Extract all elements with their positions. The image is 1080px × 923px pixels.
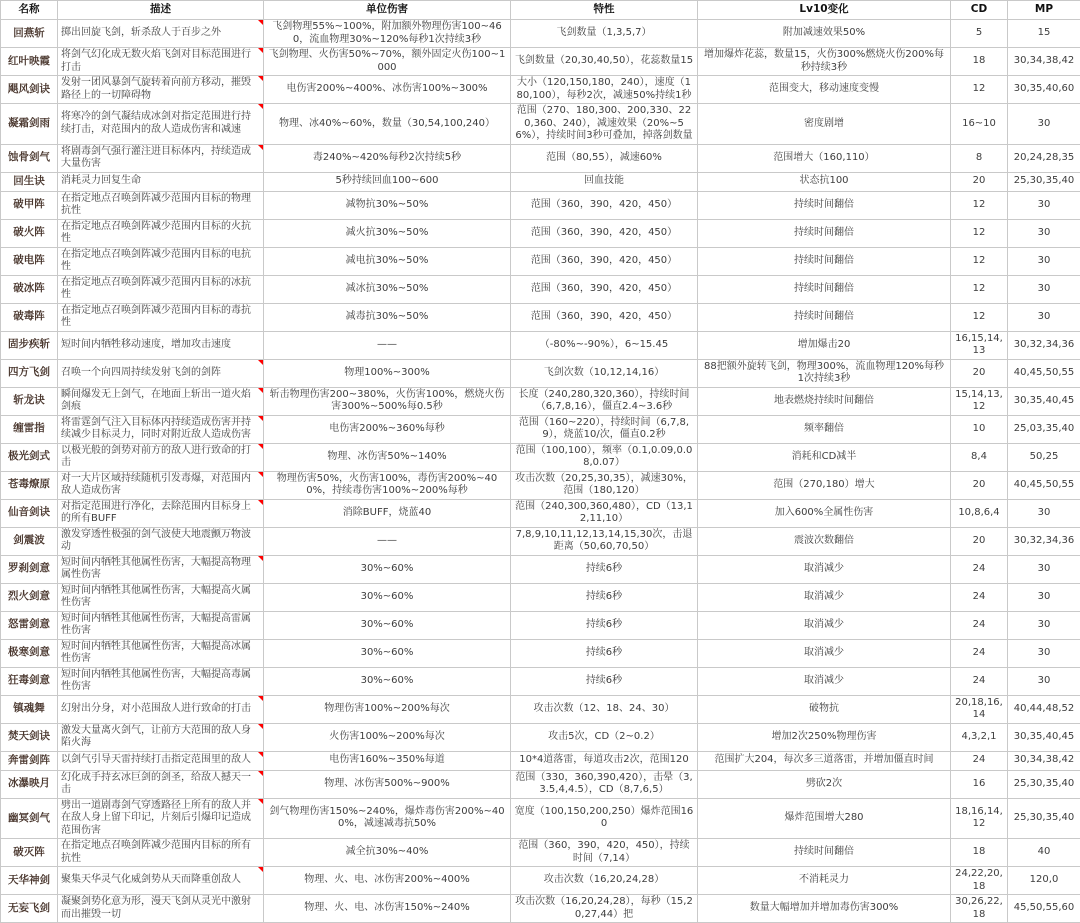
cell-skill-name[interactable]: 焚天剑诀: [1, 723, 58, 751]
comment-marker-icon[interactable]: [258, 472, 263, 477]
cell-skill-name[interactable]: 罗刹剑意: [1, 555, 58, 583]
cell-cd[interactable]: 12: [951, 275, 1008, 303]
cell-trait[interactable]: 10*4道落雷，每道攻击2次，范围120: [511, 751, 698, 770]
cell-lv10-change[interactable]: 取消减少: [698, 611, 951, 639]
cell-description[interactable]: 掷出回旋飞剑，斩杀敌人于百步之外: [58, 20, 264, 48]
cell-skill-name[interactable]: 破电阵: [1, 247, 58, 275]
cell-skill-name[interactable]: 红叶映霞: [1, 48, 58, 76]
cell-lv10-change[interactable]: 增加爆炸花蕊，数量15，火伤300%燃烧火伤200%每秒持续3秒: [698, 48, 951, 76]
header-unit-damage[interactable]: 单位伤害: [264, 1, 511, 20]
cell-mp[interactable]: 30: [1008, 555, 1080, 583]
cell-mp[interactable]: 30: [1008, 104, 1080, 145]
cell-trait[interactable]: 持续6秒: [511, 667, 698, 695]
cell-cd[interactable]: 24: [951, 751, 1008, 770]
cell-unit-damage[interactable]: 减冰抗30%~50%: [264, 275, 511, 303]
cell-mp[interactable]: 30,32,34,36: [1008, 527, 1080, 555]
cell-cd[interactable]: 18: [951, 48, 1008, 76]
table-row: [1, 471, 1080, 499]
cell-trait[interactable]: 攻击次数（20,25,30,35），减速30%，范围（180,120）: [511, 471, 698, 499]
comment-marker-icon[interactable]: [258, 771, 263, 776]
cell-trait[interactable]: 持续6秒: [511, 555, 698, 583]
cell-cd[interactable]: 24,22,20,18: [951, 867, 1008, 895]
cell-skill-name[interactable]: 怒雷剑意: [1, 611, 58, 639]
cell-unit-damage[interactable]: 减电抗30%~50%: [264, 247, 511, 275]
cell-unit-damage[interactable]: 飞剑物理、火伤害50%~70%，额外固定火伤100~1000: [264, 48, 511, 76]
cell-lv10-change[interactable]: 增加爆击20: [698, 331, 951, 359]
cell-skill-name[interactable]: 烈火剑意: [1, 583, 58, 611]
cell-trait[interactable]: 范围（360，390，420，450）: [511, 219, 698, 247]
cell-unit-damage[interactable]: 物理、冰伤害500%~900%: [264, 770, 511, 798]
cell-skill-name[interactable]: 飓风剑诀: [1, 76, 58, 104]
cell-description[interactable]: 以剑气引导天雷持续打击指定范围里的敌人: [58, 751, 264, 770]
cell-lv10-change[interactable]: 数量大幅增加并增加毒伤害300%: [698, 895, 951, 923]
cell-mp[interactable]: 30: [1008, 639, 1080, 667]
cell-unit-damage[interactable]: 物理伤害100%~200%每次: [264, 695, 511, 723]
cell-skill-name[interactable]: 缠雷指: [1, 415, 58, 443]
table-row: [1, 611, 1080, 639]
cell-description[interactable]: 激发穿透性极强的剑气波使大地震颤万物波动: [58, 527, 264, 555]
cell-cd[interactable]: 12: [951, 76, 1008, 104]
table-row: [1, 583, 1080, 611]
header-lv10-change[interactable]: Lv10变化: [698, 1, 951, 20]
table-row: [1, 104, 1080, 145]
cell-description[interactable]: 短时间内牺牲其他属性伤害，大幅提高冰属性伤害: [58, 639, 264, 667]
cell-cd[interactable]: 16~10: [951, 104, 1008, 145]
cell-cd[interactable]: 24: [951, 639, 1008, 667]
cell-skill-name[interactable]: 奔雷剑阵: [1, 751, 58, 770]
cell-cd[interactable]: 12: [951, 247, 1008, 275]
cell-description[interactable]: 劈出一道剧毒剑气穿透路径上所有的敌人并在敌人身上留下印记，片刻后引爆印记造成范围伤害: [58, 798, 264, 839]
cell-skill-name[interactable]: 剑震波: [1, 527, 58, 555]
cell-description[interactable]: 在指定地点召唤剑阵减少范围内目标的所有抗性: [58, 839, 264, 867]
cell-skill-name[interactable]: 四方飞剑: [1, 359, 58, 387]
cell-unit-damage[interactable]: 30%~60%: [264, 555, 511, 583]
table-row: [1, 359, 1080, 387]
cell-cd[interactable]: 15,14,13,12: [951, 387, 1008, 415]
comment-marker-icon[interactable]: [258, 696, 263, 701]
cell-description[interactable]: 将寒冷的剑气凝结成冰剑对指定范围进行持续打击，对范围内的敌人造成伤害和减速: [58, 104, 264, 145]
cell-skill-name[interactable]: 冰瀑映月: [1, 770, 58, 798]
cell-skill-name[interactable]: 斩龙诀: [1, 387, 58, 415]
cell-description[interactable]: 对指定范围进行净化，去除范围内目标身上的所有BUFF: [58, 499, 264, 527]
cell-mp[interactable]: 30,35,40,45: [1008, 723, 1080, 751]
cell-lv10-change[interactable]: 范围增大（160,110）: [698, 144, 951, 172]
table-row: [1, 499, 1080, 527]
table-row: [1, 48, 1080, 76]
cell-mp[interactable]: 40,45,50,55: [1008, 471, 1080, 499]
cell-unit-damage[interactable]: 30%~60%: [264, 667, 511, 695]
cell-lv10-change[interactable]: 密度剧增: [698, 104, 951, 145]
cell-lv10-change[interactable]: 地表燃烧持续时间翻倍: [698, 387, 951, 415]
cell-lv10-change[interactable]: 持续时间翻倍: [698, 839, 951, 867]
cell-mp[interactable]: 25,30,35,40: [1008, 172, 1080, 191]
cell-lv10-change[interactable]: 取消减少: [698, 555, 951, 583]
table-row: [1, 247, 1080, 275]
cell-trait[interactable]: 攻击次数（16,20,24,28），每秒（15,20,27,44）把: [511, 895, 698, 923]
table-row: [1, 415, 1080, 443]
cell-unit-damage[interactable]: 物理伤害50%，火伤害100%，毒伤害200%~400%，持续毒伤害100%~200%每秒: [264, 471, 511, 499]
cell-lv10-change[interactable]: 加入600%全属性伤害: [698, 499, 951, 527]
cell-lv10-change[interactable]: 震波次数翻倍: [698, 527, 951, 555]
cell-lv10-change[interactable]: 88把额外旋转飞剑，物理300%，流血物理120%每秒1次持续3秒: [698, 359, 951, 387]
cell-unit-damage[interactable]: 物理、火、电、冰伤害200%~400%: [264, 867, 511, 895]
cell-mp[interactable]: 40,45,50,55: [1008, 359, 1080, 387]
cell-mp[interactable]: 15: [1008, 20, 1080, 48]
cell-trait[interactable]: 宽度（100,150,200,250）爆炸范围160: [511, 798, 698, 839]
table-row: [1, 76, 1080, 104]
header-row: [1, 1, 1080, 20]
cell-mp[interactable]: 25,30,35,40: [1008, 798, 1080, 839]
cell-cd[interactable]: 20: [951, 359, 1008, 387]
cell-cd[interactable]: 16: [951, 770, 1008, 798]
cell-description[interactable]: 短时间内牺牲其他属性伤害，大幅提高雷属性伤害: [58, 611, 264, 639]
cell-cd[interactable]: 20,18,16,14: [951, 695, 1008, 723]
cell-unit-damage[interactable]: 毒240%~420%每秒2次持续5秒: [264, 144, 511, 172]
cell-lv10-change[interactable]: 持续时间翻倍: [698, 219, 951, 247]
cell-description[interactable]: 召唤一个向四周持续发射飞剑的剑阵: [58, 359, 264, 387]
cell-lv10-change[interactable]: 持续时间翻倍: [698, 247, 951, 275]
cell-unit-damage[interactable]: 5秒持续回血100~600: [264, 172, 511, 191]
cell-trait[interactable]: 7,8,9,10,11,12,13,14,15,30次，击退距离（50,60,70,50）: [511, 527, 698, 555]
cell-skill-name[interactable]: 镇魂舞: [1, 695, 58, 723]
table-row: [1, 867, 1080, 895]
cell-trait[interactable]: 范围（360，390，420，450）: [511, 275, 698, 303]
cell-skill-name[interactable]: 固步疾斩: [1, 331, 58, 359]
cell-mp[interactable]: 20,24,28,35: [1008, 144, 1080, 172]
cell-lv10-change[interactable]: 不消耗灵力: [698, 867, 951, 895]
cell-lv10-change[interactable]: 爆炸范围增大280: [698, 798, 951, 839]
cell-skill-name[interactable]: 仙音剑诀: [1, 499, 58, 527]
cell-skill-name[interactable]: 回燕斩: [1, 20, 58, 48]
comment-marker-icon[interactable]: [258, 556, 263, 561]
table-row: [1, 219, 1080, 247]
cell-trait[interactable]: 长度（240,280,320,360），持续时间（6,7,8,16），僵直2.4~3.6秒: [511, 387, 698, 415]
cell-trait[interactable]: 持续6秒: [511, 639, 698, 667]
cell-lv10-change[interactable]: 破物抗: [698, 695, 951, 723]
table-row: [1, 172, 1080, 191]
comment-marker-icon[interactable]: [258, 48, 263, 53]
table-row: [1, 144, 1080, 172]
cell-lv10-change[interactable]: 持续时间翻倍: [698, 191, 951, 219]
comment-marker-icon[interactable]: [258, 388, 263, 393]
cell-description[interactable]: 消耗灵力回复生命: [58, 172, 264, 191]
cell-trait[interactable]: 持续6秒: [511, 583, 698, 611]
cell-mp[interactable]: 30,35,40,60: [1008, 76, 1080, 104]
comment-marker-icon[interactable]: [258, 724, 263, 729]
cell-description[interactable]: 短时间内牺牲其他属性伤害，大幅提高物理属性伤害: [58, 555, 264, 583]
cell-cd[interactable]: 24: [951, 583, 1008, 611]
cell-lv10-change[interactable]: 频率翻倍: [698, 415, 951, 443]
cell-unit-damage[interactable]: 30%~60%: [264, 639, 511, 667]
cell-cd[interactable]: 16,15,14,13: [951, 331, 1008, 359]
cell-lv10-change[interactable]: 取消减少: [698, 639, 951, 667]
table-row: [1, 387, 1080, 415]
cell-unit-damage[interactable]: 30%~60%: [264, 583, 511, 611]
cell-cd[interactable]: 12: [951, 303, 1008, 331]
cell-skill-name[interactable]: 凝霜剑雨: [1, 104, 58, 145]
cell-mp[interactable]: 30: [1008, 583, 1080, 611]
cell-skill-name[interactable]: 破毒阵: [1, 303, 58, 331]
cell-unit-damage[interactable]: 减全抗30%~40%: [264, 839, 511, 867]
cell-trait[interactable]: 范围（270、180,300、200,330、220,360、240），减速效果（20%~56%），持续时间3秒可叠加，掉落剑数量: [511, 104, 698, 145]
comment-marker-icon[interactable]: [258, 416, 263, 421]
cell-mp[interactable]: 30: [1008, 303, 1080, 331]
cell-description[interactable]: 在指定地点召唤剑阵减少范围内目标的火抗性: [58, 219, 264, 247]
cell-description[interactable]: 在指定地点召唤剑阵减少范围内目标的毒抗性: [58, 303, 264, 331]
cell-trait[interactable]: 范围（360，390，420，450）: [511, 191, 698, 219]
cell-description[interactable]: 将雷霆剑气注入目标体内持续造成伤害并持续减少目标灵力，同时对附近敌人造成伤害: [58, 415, 264, 443]
header-name[interactable]: 名称: [1, 1, 58, 20]
cell-cd[interactable]: 20: [951, 471, 1008, 499]
table-row: [1, 895, 1080, 923]
table-row: [1, 798, 1080, 839]
cell-lv10-change[interactable]: 附加减速效果50%: [698, 20, 951, 48]
cell-lv10-change[interactable]: 取消减少: [698, 667, 951, 695]
cell-description[interactable]: 发射一团风暴剑气旋转着向前方移动，摧毁路径上的一切障碍物: [58, 76, 264, 104]
comment-marker-icon[interactable]: [258, 444, 263, 449]
cell-mp[interactable]: 30,34,38,42: [1008, 48, 1080, 76]
cell-trait[interactable]: 持续6秒: [511, 611, 698, 639]
cell-description[interactable]: 在指定地点召唤剑阵减少范围内目标的冰抗性: [58, 275, 264, 303]
cell-trait[interactable]: 范围（100,100），频率（0.1,0.09,0.08,0.07）: [511, 443, 698, 471]
header-trait[interactable]: 特性: [511, 1, 698, 20]
cell-cd[interactable]: 24: [951, 611, 1008, 639]
cell-skill-name[interactable]: 苍毒燎原: [1, 471, 58, 499]
table-row: [1, 303, 1080, 331]
cell-unit-damage[interactable]: 电伤害200%~360%每秒: [264, 415, 511, 443]
comment-marker-icon[interactable]: [258, 799, 263, 804]
table-row: [1, 639, 1080, 667]
cell-skill-name[interactable]: 狂毒剑意: [1, 667, 58, 695]
cell-skill-name[interactable]: 极光剑式: [1, 443, 58, 471]
table-body: [1, 20, 1080, 923]
cell-mp[interactable]: 50,25: [1008, 443, 1080, 471]
cell-unit-damage[interactable]: 减物抗30%~50%: [264, 191, 511, 219]
cell-mp[interactable]: 25,03,35,40: [1008, 415, 1080, 443]
cell-trait[interactable]: 范围（360，390，420，450）: [511, 247, 698, 275]
cell-cd[interactable]: 5: [951, 20, 1008, 48]
cell-lv10-change[interactable]: 范围变大，移动速度变慢: [698, 76, 951, 104]
cell-lv10-change[interactable]: 范围（270,180）增大: [698, 471, 951, 499]
table-row: [1, 695, 1080, 723]
cell-cd[interactable]: 20: [951, 172, 1008, 191]
cell-trait[interactable]: （-80%~-90%），6~15.45: [511, 331, 698, 359]
table-row: [1, 770, 1080, 798]
cell-trait[interactable]: 范围（330，360,390,420），击晕（3,3.5,4,4.5），CD（8,7,6,5）: [511, 770, 698, 798]
cell-description[interactable]: 在指定地点召唤剑阵减少范围内目标的物理抗性: [58, 191, 264, 219]
cell-description[interactable]: 短时间内牺牲移动速度，增加攻击速度: [58, 331, 264, 359]
cell-description[interactable]: 短时间内牺牲其他属性伤害，大幅提高火属性伤害: [58, 583, 264, 611]
cell-description[interactable]: 短时间内牺牲其他属性伤害，大幅提高毒属性伤害: [58, 667, 264, 695]
cell-cd[interactable]: 30,26,22,18: [951, 895, 1008, 923]
cell-description[interactable]: 激发大量离火剑气，让前方大范围的敌人身陷火海: [58, 723, 264, 751]
cell-trait[interactable]: 攻击5次，CD（2~0.2）: [511, 723, 698, 751]
header-description[interactable]: 描述: [58, 1, 264, 20]
cell-mp[interactable]: 30: [1008, 219, 1080, 247]
cell-unit-damage[interactable]: ——: [264, 331, 511, 359]
cell-description[interactable]: 将剑气幻化成无数火焰飞剑对目标范围进行打击: [58, 48, 264, 76]
cell-lv10-change[interactable]: 取消减少: [698, 583, 951, 611]
cell-mp[interactable]: 45,50,55,60: [1008, 895, 1080, 923]
cell-unit-damage[interactable]: ——: [264, 527, 511, 555]
cell-unit-damage[interactable]: 物理、冰40%~60%，数量（30,54,100,240）: [264, 104, 511, 145]
cell-mp[interactable]: 30: [1008, 191, 1080, 219]
cell-skill-name[interactable]: 极寒剑意: [1, 639, 58, 667]
cell-description[interactable]: 聚集天华灵气化威剑势从天而降重创敌人: [58, 867, 264, 895]
table-row: [1, 555, 1080, 583]
comment-marker-icon[interactable]: [258, 752, 263, 757]
table-row: [1, 191, 1080, 219]
cell-skill-name[interactable]: 蚀骨剑气: [1, 144, 58, 172]
cell-cd[interactable]: 24: [951, 555, 1008, 583]
table-row: [1, 20, 1080, 48]
cell-cd[interactable]: 8: [951, 144, 1008, 172]
cell-skill-name[interactable]: 回生诀: [1, 172, 58, 191]
cell-lv10-change[interactable]: 范围扩大204，每次多三道落雷，并增加僵直时间: [698, 751, 951, 770]
comment-marker-icon[interactable]: [258, 104, 263, 109]
cell-skill-name[interactable]: 破甲阵: [1, 191, 58, 219]
cell-trait[interactable]: 大小（120,150,180，240），速度（180,100），每秒2次，减速50%持续1秒: [511, 76, 698, 104]
cell-skill-name[interactable]: 幽冥剑气: [1, 798, 58, 839]
cell-cd[interactable]: 12: [951, 191, 1008, 219]
header-cd[interactable]: CD: [951, 1, 1008, 20]
table-row: [1, 839, 1080, 867]
table-row: [1, 331, 1080, 359]
cell-cd[interactable]: 18: [951, 839, 1008, 867]
cell-trait[interactable]: 飞剑数量（1,3,5,7）: [511, 20, 698, 48]
cell-lv10-change[interactable]: 持续时间翻倍: [698, 303, 951, 331]
cell-mp[interactable]: 30,35,40,45: [1008, 387, 1080, 415]
table-header: [1, 1, 1080, 20]
cell-unit-damage[interactable]: 减毒抗30%~50%: [264, 303, 511, 331]
cell-skill-name[interactable]: 破冰阵: [1, 275, 58, 303]
cell-cd[interactable]: 12: [951, 219, 1008, 247]
cell-trait[interactable]: 范围（360，390，420，450），持续时间（7,14）: [511, 839, 698, 867]
cell-cd[interactable]: 24: [951, 667, 1008, 695]
cell-unit-damage[interactable]: 电伤害200%~400%、冰伤害100%~300%: [264, 76, 511, 104]
cell-cd[interactable]: 18,16,14,12: [951, 798, 1008, 839]
cell-unit-damage[interactable]: 30%~60%: [264, 611, 511, 639]
cell-unit-damage[interactable]: 消除BUFF，烧蓝40: [264, 499, 511, 527]
cell-cd[interactable]: 20: [951, 527, 1008, 555]
cell-unit-damage[interactable]: 火伤害100%~200%每次: [264, 723, 511, 751]
table-row: [1, 723, 1080, 751]
cell-mp[interactable]: 25,30,35,40: [1008, 770, 1080, 798]
table-row: [1, 275, 1080, 303]
cell-cd[interactable]: 10,8,6,4: [951, 499, 1008, 527]
cell-mp[interactable]: 30: [1008, 247, 1080, 275]
cell-lv10-change[interactable]: 增加2次250%物理伤害: [698, 723, 951, 751]
header-mp[interactable]: MP: [1008, 1, 1080, 20]
cell-trait[interactable]: 攻击次数（12、18、24、30）: [511, 695, 698, 723]
cell-skill-name[interactable]: 无妄飞剑: [1, 895, 58, 923]
cell-trait[interactable]: 回血技能: [511, 172, 698, 191]
cell-description[interactable]: 将剧毒剑气强行灌注进目标体内，持续造成大量伤害: [58, 144, 264, 172]
cell-mp[interactable]: 30: [1008, 667, 1080, 695]
cell-description[interactable]: 以极光般的剑势对前方的敌人进行致命的打击: [58, 443, 264, 471]
cell-trait[interactable]: 范围（160~220），持续时间（6,7,8,9），烧蓝10/次，僵直0.2秒: [511, 415, 698, 443]
cell-cd[interactable]: 8,4: [951, 443, 1008, 471]
cell-description[interactable]: 幻化成手持玄冰巨剑的剑圣，给敌人撼天一击: [58, 770, 264, 798]
cell-description[interactable]: 幻射出分身，对小范围敌人进行致命的打击: [58, 695, 264, 723]
cell-skill-name[interactable]: 破火阵: [1, 219, 58, 247]
cell-unit-damage[interactable]: 电伤害160%~350%每道: [264, 751, 511, 770]
cell-trait[interactable]: 攻击次数（16,20,24,28）: [511, 867, 698, 895]
comment-marker-icon[interactable]: [258, 360, 263, 365]
cell-unit-damage[interactable]: 物理、冰伤害50%~140%: [264, 443, 511, 471]
table-row: [1, 751, 1080, 770]
cell-mp[interactable]: 30,32,34,36: [1008, 331, 1080, 359]
cell-skill-name[interactable]: 破灭阵: [1, 839, 58, 867]
cell-trait[interactable]: 飞剑数量（20,30,40,50），花蕊数量15: [511, 48, 698, 76]
cell-trait[interactable]: 范围（360，390，420，450）: [511, 303, 698, 331]
cell-mp[interactable]: 30: [1008, 275, 1080, 303]
cell-unit-damage[interactable]: 物理、火、电、冰伤害150%~240%: [264, 895, 511, 923]
table-row: [1, 667, 1080, 695]
cell-mp[interactable]: 120,0: [1008, 867, 1080, 895]
cell-mp[interactable]: 40: [1008, 839, 1080, 867]
cell-unit-damage[interactable]: 剑气物理伤害150%~240%，爆炸毒伤害200%~400%，减速减毒抗50%: [264, 798, 511, 839]
cell-skill-name[interactable]: 天华神剑: [1, 867, 58, 895]
cell-trait[interactable]: 飞剑次数（10,12,14,16）: [511, 359, 698, 387]
cell-description[interactable]: 瞬间爆发无上剑气，在地面上斩出一道火焰剑痕: [58, 387, 264, 415]
table-row: [1, 443, 1080, 471]
cell-trait[interactable]: 范围（80,55），减速60%: [511, 144, 698, 172]
comment-marker-icon[interactable]: [258, 145, 263, 150]
cell-lv10-change[interactable]: 劈砍2次: [698, 770, 951, 798]
comment-marker-icon[interactable]: [258, 76, 263, 81]
cell-lv10-change[interactable]: 持续时间翻倍: [698, 275, 951, 303]
cell-lv10-change[interactable]: 消耗和CD减半: [698, 443, 951, 471]
comment-marker-icon[interactable]: [258, 20, 263, 25]
cell-lv10-change[interactable]: 状态抗100: [698, 172, 951, 191]
cell-cd[interactable]: 10: [951, 415, 1008, 443]
cell-unit-damage[interactable]: 减火抗30%~50%: [264, 219, 511, 247]
cell-unit-damage[interactable]: 斩击物理伤害200~380%，火伤害100%，燃烧火伤害300%~500%每0.5秒: [264, 387, 511, 415]
cell-mp[interactable]: 30,34,38,42: [1008, 751, 1080, 770]
cell-cd[interactable]: 4,3,2,1: [951, 723, 1008, 751]
cell-mp[interactable]: 30: [1008, 611, 1080, 639]
comment-marker-icon[interactable]: [258, 867, 263, 872]
table-row: [1, 527, 1080, 555]
cell-trait[interactable]: 范围（240,300,360,480），CD（13,12,11,10）: [511, 499, 698, 527]
cell-unit-damage[interactable]: 飞剑物理55%~100%，附加额外物理伤害100~460，流血物理30%~120%每秒1次持续3秒: [264, 20, 511, 48]
cell-description[interactable]: 在指定地点召唤剑阵减少范围内目标的电抗性: [58, 247, 264, 275]
cell-mp[interactable]: 40,44,48,52: [1008, 695, 1080, 723]
cell-description[interactable]: 对一大片区域持续随机引发毒爆，对范围内敌人造成伤害: [58, 471, 264, 499]
cell-mp[interactable]: 30: [1008, 499, 1080, 527]
cell-description[interactable]: 凝聚剑势化意为形，漫天飞剑从灵光中激射而出摧毁一切: [58, 895, 264, 923]
cell-unit-damage[interactable]: 物理100%~300%: [264, 359, 511, 387]
comment-marker-icon[interactable]: [258, 500, 263, 505]
